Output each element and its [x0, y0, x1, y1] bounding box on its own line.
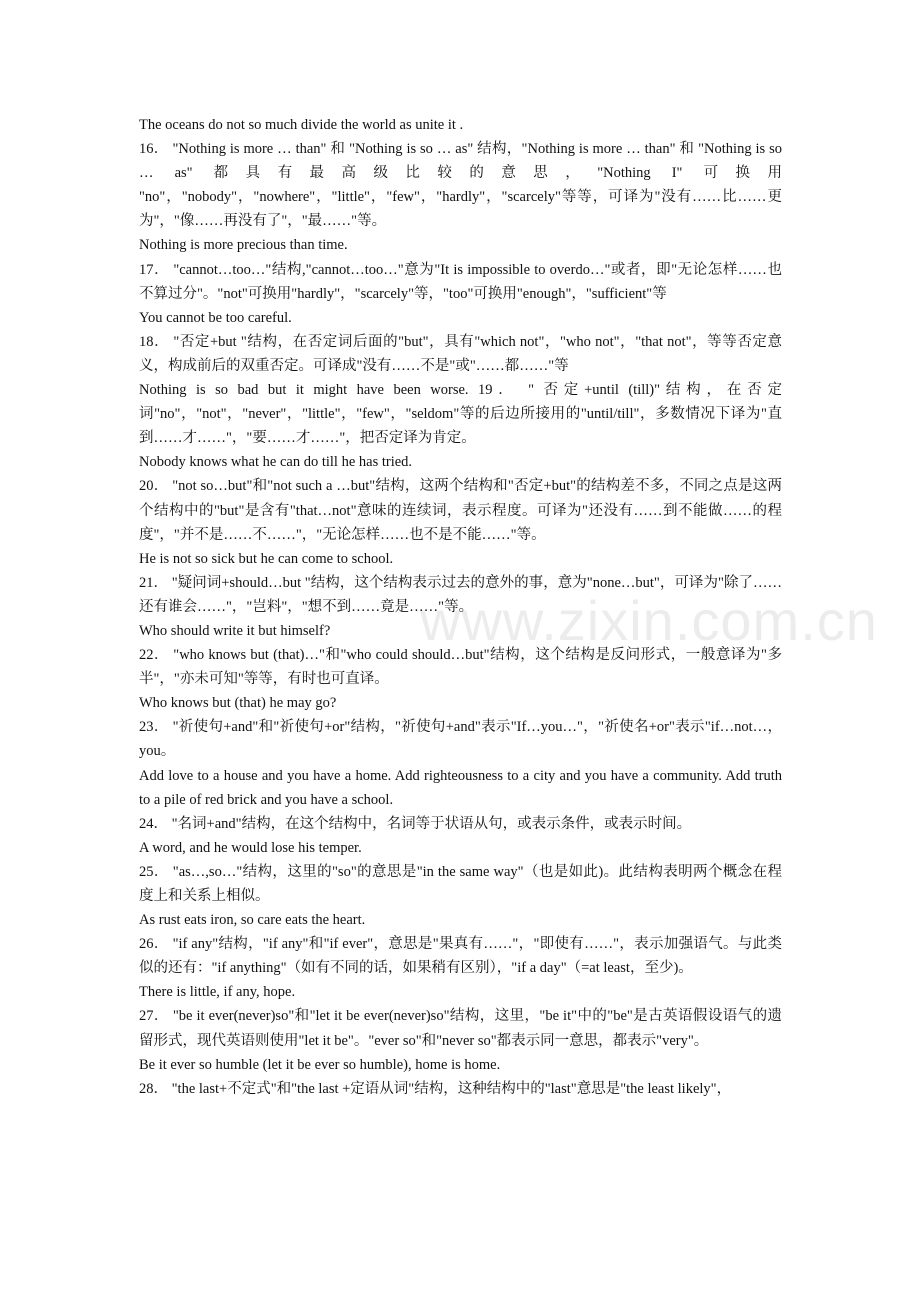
text-line: 20． "not so…but"和"not such a …but"结构，这两个结构和"否定+but"的结构差不多，不同之点是这两个结构中的"but"是含有"that…not"意味的连续词，表示程度。可译为"还没有……到不能做……的程度"，"并不是……不……"，"无论怎样……也不是不能……"等。: [139, 478, 782, 543]
text-line: 27． "be it ever(never)so"和"let it be ever(never)so"结构，这里，"be it"中的"be"是古英语假设语气的遗留形式，现代英语则使用"let it be"。"ever so"和"never so"都表示同一意思，都表示"very"。: [139, 1008, 782, 1049]
text-line: Who knows but (that) he may go?: [139, 695, 337, 712]
text-line: You cannot be too careful.: [139, 309, 292, 326]
text-line: Who should write it but himself?: [139, 622, 331, 639]
text-line: A word, and he would lose his temper.: [139, 839, 362, 856]
text-line: Be it ever so humble (let it be ever so humble), home is home.: [139, 1056, 501, 1073]
text-line: 25． "as…,so…"结构，这里的"so"的意思是"in the same way"（也是如此)。此结构表明两个概念在程度上和关系上相似。: [139, 863, 782, 904]
text-line: 24． "名词+and"结构，在这个结构中，名词等于状语从句，或表示条件，或表示时间。: [139, 815, 692, 832]
text-line: 28． "the last+不定式"和"the last +定语从词"结构，这种结构中的"last"意思是"the least likely"，: [139, 1080, 732, 1097]
text-line: 18． "否定+but "结构，在否定词后面的"but"，具有"which not"，"who not"，"that not"，等等否定意义，构成前后的双重否定。可译成"没有……不是"或"……都……"等: [139, 333, 782, 374]
text-line: 16． "Nothing is more … than" 和 "Nothing is so … as" 结构，"Nothing is more … than" 和 "Nothing is so … as" 都具有最高级比较的意思，"Nothing I" 可换用 "no"，"nobody"，"nowhere"，"little"，"few"，"hardly"，"scarcely"等等，可译为"没有……比……更为"，"像……再没有了"，"最……"等。: [139, 141, 782, 230]
text-line: The oceans do not so much divide the world as unite it .: [139, 117, 464, 133]
text-line: Nothing is more precious than time.: [139, 237, 348, 254]
text-line: Nobody knows what he can do till he has tried.: [139, 454, 413, 471]
text-line: 23． "祈使句+and"和"祈使句+or"结构，"祈使句+and"表示"If…you…"，"祈使名+or"表示"if…not…，you。: [139, 719, 782, 760]
text-line: Nothing is so bad but it might have been worse. 19． " 否定+until (till)"结构，在否定词"no"，"not"，"never"，"little"，"few"，"seldom"等的后边所接用的"until/till"，多数情况下译为"直到……才……"，"要……才……"，把否定译为肯定。: [139, 382, 782, 447]
text-line: As rust eats iron, so care eats the heart.: [139, 912, 366, 929]
watermark: www.zixin.com.cn: [420, 589, 878, 652]
text-line: 17． "cannot…too…"结构,"cannot…too…"意为"It is impossible to overdo…"或者，即"无论怎样……也不算过分"。"not"可换用"hardly"，"scarcely"等，"too"可换用"enough"，"sufficient"等: [139, 261, 782, 302]
text-line: He is not so sick but he can come to school.: [139, 550, 394, 567]
text-line: Add love to a house and you have a home. Add righteousness to a city and you have a community. Add truth to a pile of red brick and you have a school.: [139, 767, 782, 808]
text-line: 21． "疑问词+should…but "结构，这个结构表示过去的意外的事，意为"none…but"，可译为"除了……还有谁会……"，"岂料"，"想不到……竟是……"等。: [139, 574, 782, 615]
text-line: 22． "who knows but (that)…"和"who could should…but"结构，这个结构是反问形式，一般意译为"多半"，"亦未可知"等等，有时也可直译。: [139, 647, 782, 688]
text-line: There is little, if any, hope.: [139, 984, 296, 1001]
text-line: 26． "if any"结构，"if any"和"if ever"，意思是"果真有……"，"即使有……"，表示加强语气。与此类似的还有："if anything"（如有不同的话，如果稍有区别），"if a day"（=at least，至少)。: [139, 936, 782, 977]
document-body: [139, 113, 782, 1101]
